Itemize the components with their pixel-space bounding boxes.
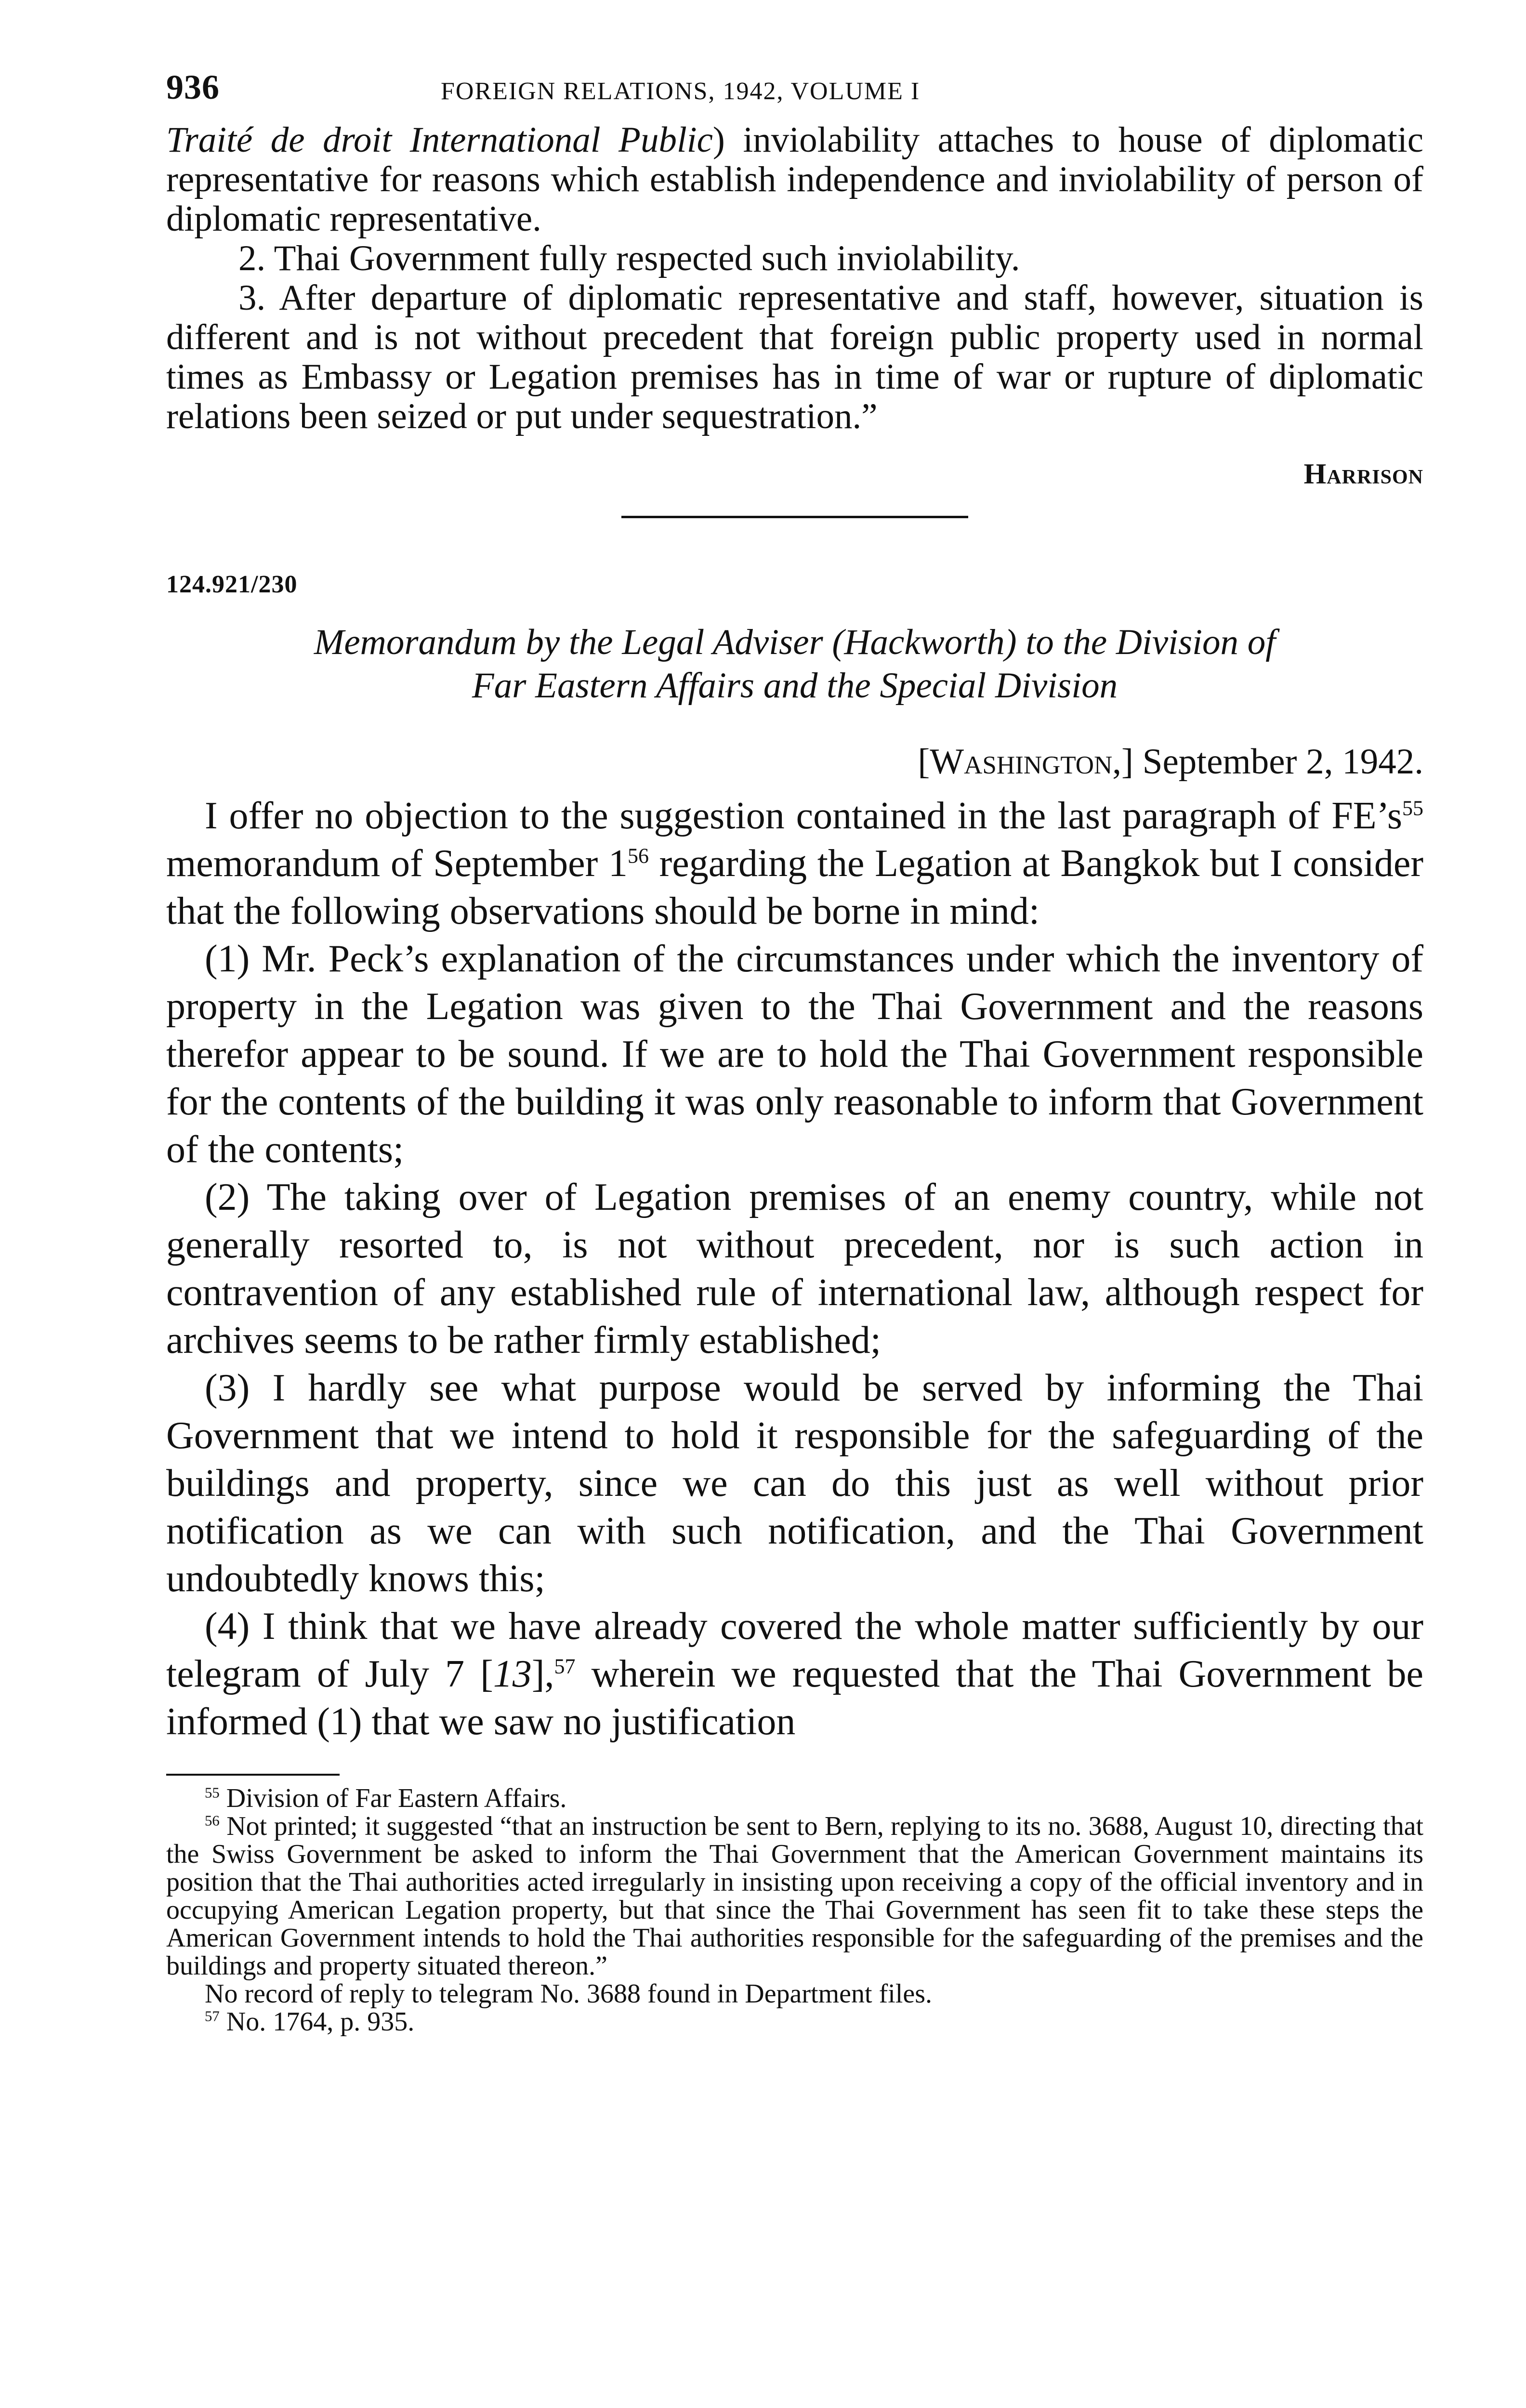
- footnote-56-continued: No record of reply to telegram No. 3688 found in Department files.: [205, 1979, 933, 2009]
- footnote-text: Division of Far Eastern Affairs.: [226, 1783, 567, 1813]
- memorandum-title-line-1: Memorandum by the Legal Adviser (Hackworth) to the Division of: [314, 622, 1276, 662]
- body-text-segment: (4) I think that we have already covered the whole matter sufficiently by our telegram of July 7 [: [166, 1605, 1423, 1695]
- body-paragraph-intro: [166, 792, 1423, 935]
- footnote-56: [166, 1812, 1423, 1980]
- dateline-date: September 2, 1942.: [1142, 742, 1423, 782]
- file-number: 124.921/230: [166, 571, 298, 598]
- footnote-text: Not printed; it suggested “that an instruction be sent to Bern, replying to its no. 3688, August 10, directing that the Swiss Government be asked to inform the Thai Government that the American Government maintains its position that the Thai authorities acted irregularly in insisting upon receiving a copy of the official inventory and in occupying American Legation property, but that since the Thai Government has seen fit to take these steps the American Government intends to hold the Thai authorities responsible for the safeguarding of the premises and the buildings and property situated thereon.”: [166, 1811, 1424, 1981]
- footnote-number: 56: [205, 1812, 220, 1829]
- quote-paragraph-3: 3. After departure of diplomatic representative and staff, however, situation is different and is not without precedent that foreign public property used in normal times as Embassy or Legation premises has in time of war or rupture of diplomatic relations been seized or put under sequestration.”: [166, 278, 1423, 436]
- dateline: [166, 741, 1423, 783]
- document-reference: 13: [493, 1653, 532, 1695]
- dateline-place: [Washington,]: [918, 742, 1134, 782]
- section-divider: [621, 516, 968, 518]
- body-text-segment: ],: [531, 1653, 554, 1695]
- quote-paragraph-1: [166, 120, 1423, 239]
- body-paragraph-point-2: (2) The taking over of Legation premises of an enemy country, while not generally resorted to, is not without precedent, nor is such action in contravention of any established rule of international law, although respect for archives seems to be rather firmly established;: [166, 1176, 1423, 1361]
- page-header: [166, 67, 1423, 120]
- body-paragraph-point-4: [166, 1603, 1423, 1746]
- body-text-segment: memorandum of September 1: [166, 842, 628, 885]
- quote-paragraph-1-text: ) inviolability attaches to house of diplomatic representative for reasons which establish independence and inviolability of person of diplomatic representative.: [166, 120, 1423, 239]
- footnote-text: No. 1764, p. 935.: [226, 2007, 415, 2037]
- footnote-marker-56: 56: [627, 844, 649, 868]
- body-text-segment: regarding the Legation at Bangkok but I consider that the following observations should be borne in mind:: [166, 842, 1423, 932]
- footnotes: [166, 1784, 1423, 2036]
- footnote-55: [166, 1784, 1423, 1812]
- quoted-telegram-text: [166, 120, 1423, 436]
- footnote-57: [166, 2008, 1423, 2036]
- footnote-number: 55: [205, 1784, 220, 1801]
- memorandum-title-line-2: Far Eastern Affairs and the Special Division: [472, 666, 1118, 706]
- signature: Harrison: [1303, 458, 1423, 490]
- footnote-marker-57: 57: [554, 1654, 576, 1678]
- quote-book-title: Traité de droit International Public: [166, 120, 713, 160]
- running-head: FOREIGN RELATIONS, 1942, VOLUME I: [441, 78, 921, 105]
- body-text-segment: wherein we requested that the Thai Government be informed (1) that we saw no justification: [166, 1653, 1423, 1743]
- body-paragraph-point-3: (3) I hardly see what purpose would be served by informing the Thai Government that we intend to hold it responsible for the safeguarding of the buildings and property, since we can do this just as well without prior notification as we can with such notification, and the Thai Government undoubtedly knows this;: [166, 1367, 1423, 1600]
- body-text-segment: I offer no objection to the suggestion contained in the last paragraph of FE’s: [205, 795, 1402, 837]
- footnote-number: 57: [205, 2008, 220, 2025]
- footnote-divider: [166, 1774, 340, 1776]
- quote-paragraph-2: 2. Thai Government fully respected such inviolability.: [238, 238, 1020, 278]
- body-paragraph-point-1: (1) Mr. Peck’s explanation of the circumstances under which the inventory of property in the Legation was given to the Thai Government and the reasons therefor appear to be sound. If we are to hold the Thai Government responsible for the contents of the building it was only reasonable to inform that Government of the contents;: [166, 938, 1423, 1171]
- document-page: [166, 67, 1423, 2036]
- memorandum-title: [166, 621, 1423, 707]
- memorandum-body: [166, 792, 1423, 1746]
- footnote-marker-55: 55: [1402, 796, 1423, 820]
- page-number: 936: [166, 68, 220, 106]
